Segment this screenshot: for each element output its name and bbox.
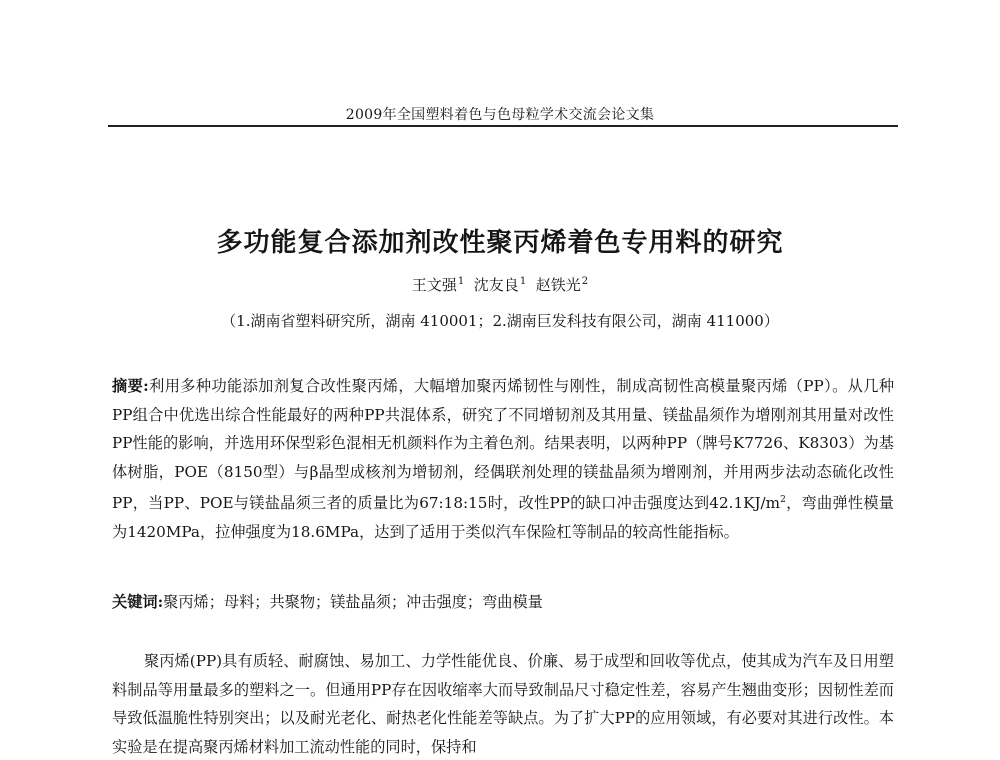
author-name: 沈友良: [473, 276, 519, 294]
paper-title: 多功能复合添加剂改性聚丙烯着色专用料的研究: [216, 228, 784, 258]
abstract-text: 利用多种功能添加剂复合改性聚丙烯，大幅增加聚丙烯韧性与刚性，制成高韧性高模量聚丙烯（PP）。从几种PP组合中优选出综合性能最好的两种PP共混体系，研究了不同增韧剂及其用量、镁盐晶须作为增刚剂其用量对改性PP性能的影响，并选用环保型彩色混相无机颜料作为主着色剂。结果表明，以两种PP（牌号K7726、K8303）为基体树脂，POE（8150型）与β晶型成核剂为增韧剂，经偶联剂处理的镁盐晶须为增刚剂，并用两步法动态硫化改性PP，当PP、POE与镁盐晶须三者的质量比为67:18:15时，改性PP的缺口冲击强度达到42.1KJ/m: [112, 377, 895, 513]
abstract-text-end: ，弯曲弹性模量为1420MPa，拉伸强度为18.6MPa，达到了适用于类似汽车保险杠等制品的较高性能指标。: [112, 494, 894, 542]
keywords: [112, 588, 894, 617]
author-affil-mark: 1: [519, 276, 527, 287]
body-paragraph: 聚丙烯(PP)具有质轻、耐腐蚀、易加工、力学性能优良、价廉、易于成型和回收等优点，使其成为汽车及日用塑料制品等用量最多的塑料之一。但通用PP存在因收缩率大而导致制品尺寸稳定性差，容易产生翘曲变形；因韧性差而导致低温脆性特别突出；以及耐光老化、耐热老化性能差等缺点。为了扩大PP的应用领域，有必要对其进行改性。本实验是在提高聚丙烯材料加工流动性能的同时，保持和: [112, 652, 894, 756]
header-rule: [108, 125, 898, 127]
abstract: [112, 372, 894, 547]
author-affil-mark: 1: [457, 276, 465, 287]
keywords-label: 关键词:: [112, 593, 164, 611]
unit-superscript: 2: [780, 495, 786, 506]
author-affil-mark: 2: [581, 276, 589, 287]
abstract-label: 摘要:: [112, 377, 149, 395]
author-list: [0, 274, 1000, 295]
author-name: 王文强: [411, 276, 457, 294]
affiliations: （1.湖南省塑料研究所，湖南 410001；2.湖南巨发科技有限公司，湖南 411000）: [221, 312, 779, 330]
author-name: 赵铁光: [535, 276, 581, 294]
keywords-text: 聚丙烯；母料；共聚物；镁盐晶须；冲击强度；弯曲模量: [163, 593, 543, 611]
running-header: 2009年全国塑料着色与色母粒学术交流会论文集: [345, 107, 655, 123]
